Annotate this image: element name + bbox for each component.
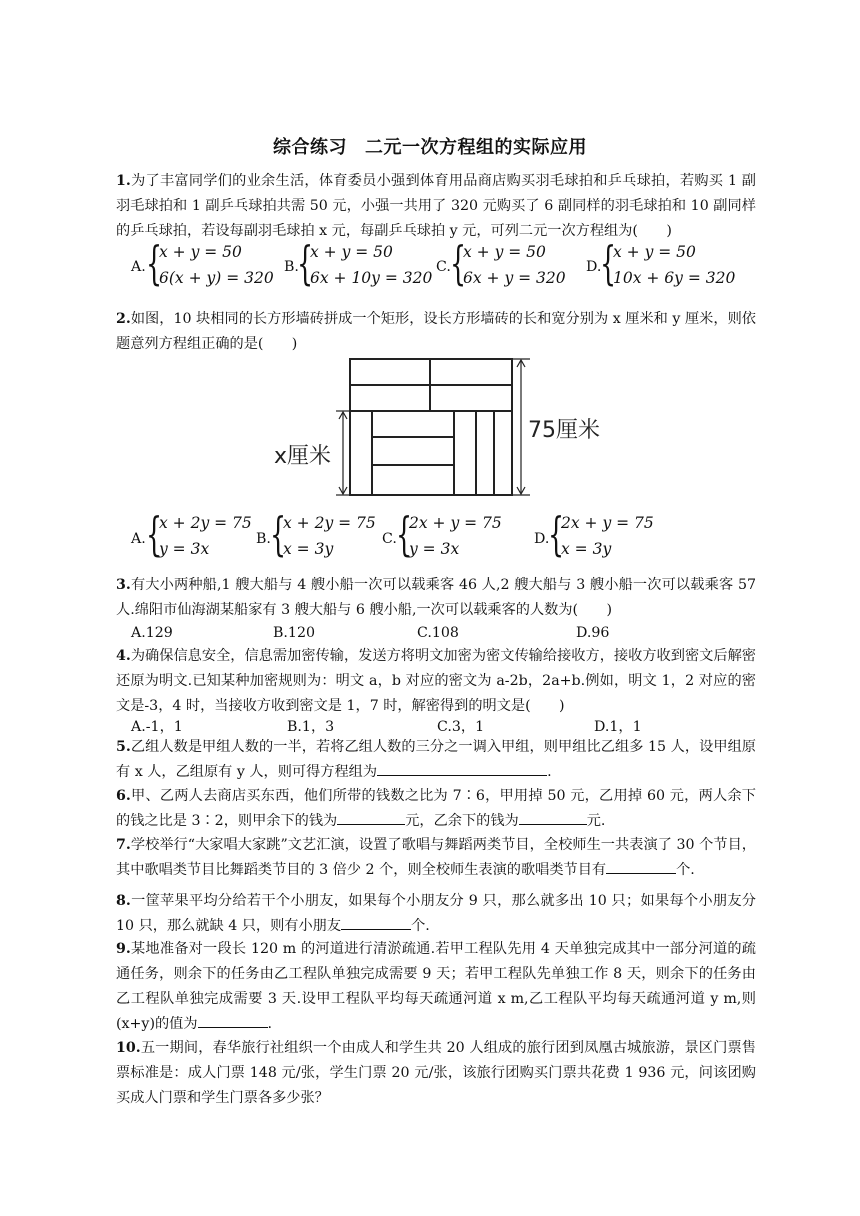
q5-answer-blank[interactable]: [377, 761, 547, 776]
q2-option-b-eq2: x = 3y: [283, 540, 334, 558]
q8-answer-blank[interactable]: [341, 915, 411, 930]
q1-option-d-system: { x + y = 50 10x + 6y = 320: [600, 236, 736, 290]
q2-option-a-label: A.: [131, 531, 146, 547]
q1-option-b-eq1: x + y = 50: [310, 243, 393, 261]
q4-option-a: A.-1，1: [131, 719, 183, 735]
question-6-number: 6.: [116, 788, 131, 804]
q6-answer-blank-1[interactable]: [337, 810, 405, 825]
question-7-text: 学校举行“大家唱大家跳”文艺汇演，设置了歌唱与舞蹈两类节目，全校师生一共表演了 30 个节目，其中歌唱类节目比舞蹈类节目的 3 倍少 2 个，则全校师生表演的歌唱类节目有: [116, 837, 756, 878]
q2-option-c-eq2: y = 3x: [409, 540, 460, 558]
question-8-text: 一筐苹果平均分给若干个小朋友，如果每个小朋友分 9 只，那么就多出 10 只；如果每个小朋友分 10 只，那么就缺 4 只，则有小朋友: [116, 893, 756, 934]
q2-option-d-eq2: x = 3y: [561, 540, 612, 558]
q2-option-c-system: { 2x + y = 75 y = 3x: [396, 507, 502, 561]
q1-option-d-eq1: x + y = 50: [613, 243, 696, 261]
question-9-text: 某地准备对一段长 120 m 的河道进行清淤疏通.若甲工程队先用 4 天单独完成其中一部分河道的疏通任务，则余下的任务由乙工程队单独完成需要 9 天；若甲工程队先单独工作 8 天，则余下的任务由乙工程队单独完成需要 3 天.设甲工程队平均每天疏通河道 x m,乙工程队平均每天疏通河道 y m,则(x+y)的值为: [116, 941, 756, 1032]
question-2: [116, 307, 756, 357]
q2-option-b-system: { x + 2y = 75 x = 3y: [270, 507, 376, 561]
question-5: [116, 735, 756, 785]
q9-answer-blank[interactable]: [198, 1013, 268, 1028]
title-part1: 综合练习: [273, 137, 347, 158]
q1-option-a-eq2: 6(x + y) = 320: [159, 269, 274, 287]
question-9-number: 9.: [116, 941, 131, 957]
q1-option-c-eq1: x + y = 50: [463, 243, 546, 261]
q1-option-c-label: C.: [436, 259, 451, 275]
figure-x-label: x厘米: [274, 444, 332, 469]
question-1-text: 为了丰富同学们的业余生活，体育委员小强到体育用品商店购买羽毛球拍和乒乓球拍，若购买 1 副羽毛球拍和 1 副乒乓球拍共需 50 元，小强一共用了 320 元购买了 6 副同样的羽毛球拍和 10 副同样的乒乓球拍，若设每副羽毛球拍 x 元，每副乒乓球拍 y 元，可列二元一次方程组为( ): [116, 173, 756, 239]
q1-option-a-label: A.: [131, 259, 146, 275]
q3-option-b: B.120: [273, 625, 316, 641]
brick-wall-figure: [270, 355, 610, 503]
q1-option-c-system: { x + y = 50 6x + y = 320: [450, 236, 566, 290]
q2-option-d-eq1: 2x + y = 75: [561, 514, 654, 532]
question-1-number: 1.: [116, 173, 131, 189]
question-4-number: 4.: [116, 648, 131, 664]
title-part2: 二元一次方程组的实际应用: [365, 137, 587, 158]
question-1: [116, 169, 756, 244]
q2-option-c-label: C.: [382, 531, 397, 547]
question-10-number: 10.: [116, 1040, 141, 1056]
q1-option-b-label: B.: [284, 259, 299, 275]
question-10-text: 五一期间，春华旅行社组织一个由成人和学生共 20 人组成的旅行团到凤凰古城旅游，景区门票售票标准是：成人门票 148 元/张，学生门票 20 元/张，该旅行团购买门票共花费 1 936 元，问该团购买成人门票和学生门票各多少张？: [116, 1040, 756, 1106]
question-3-number: 3.: [116, 577, 131, 593]
question-5-text: 乙组人数是甲组人数的一半，若将乙组人数的三分之一调入甲组，则甲组比乙组多 15 人，设甲组原有 x 人，乙组原有 y 人，则可得方程组为: [116, 739, 756, 780]
question-5-number: 5.: [116, 739, 131, 755]
q2-option-b-eq1: x + 2y = 75: [283, 514, 376, 532]
question-8-number: 8.: [116, 893, 131, 909]
q2-option-d-label: D.: [534, 531, 550, 547]
q3-option-a: A.129: [131, 625, 173, 641]
q6-answer-blank-2[interactable]: [519, 810, 587, 825]
q2-option-a-eq1: x + 2y = 75: [159, 514, 252, 532]
question-2-number: 2.: [116, 311, 131, 327]
q8-end: 个.: [411, 918, 430, 934]
q1-option-b-eq2: 6x + 10y = 320: [310, 269, 433, 287]
question-4-text: 为确保信息安全，信息需加密传输，发送方将明文加密为密文传输给接收方，接收方收到密文后解密还原为明文.已知某种加密规则为：明文 a，b 对应的密文为 a-2b，2a+b.例如，明文 1，2 对应的密文是-3，4 时，当接收方收到密文是 1，7 时，解密得到的明文是( ): [116, 648, 756, 714]
question-7: [116, 833, 756, 883]
q4-option-d: D.1，1: [594, 719, 642, 735]
q7-answer-blank[interactable]: [606, 859, 676, 874]
question-6: [116, 784, 756, 834]
question-3-text: 有大小两种船,1 艘大船与 4 艘小船一次可以载乘客 46 人,2 艘大船与 3 艘小船一次可以载乘客 57 人.绵阳市仙海湖某船家有 3 艘大船与 6 艘小船,一次可以载乘客的人数为( ): [116, 577, 756, 618]
question-8: [116, 889, 756, 939]
q6-end: 元.: [586, 813, 606, 829]
q1-option-b-system: { x + y = 50 6x + 10y = 320: [297, 236, 433, 290]
q2-option-a-system: { x + 2y = 75 y = 3x: [146, 507, 252, 561]
question-7-number: 7.: [116, 837, 131, 853]
q7-end: 个.: [676, 862, 695, 878]
q3-option-d: D.96: [576, 625, 610, 641]
q9-end: .: [267, 1016, 273, 1032]
q1-option-d-label: D.: [586, 259, 602, 275]
q2-option-d-system: { 2x + y = 75 x = 3y: [548, 507, 654, 561]
q1-option-d-eq2: 10x + 6y = 320: [613, 269, 736, 287]
q1-option-a-eq1: x + y = 50: [159, 243, 242, 261]
q2-option-c-eq1: 2x + y = 75: [409, 514, 502, 532]
question-9: [116, 937, 756, 1037]
question-6-text1: 甲、乙两人去商店买东西，他们所带的钱数之比为 7∶6，甲用掉 50 元，乙用掉 60 元，两人余下的钱之比是 3∶2，则甲余下的钱为: [116, 788, 756, 829]
q5-end: .: [547, 764, 552, 780]
question-3: [116, 573, 756, 623]
q3-option-c: C.108: [417, 625, 459, 641]
question-10: [116, 1036, 756, 1111]
q4-option-b: B.1，3: [287, 719, 335, 735]
q1-option-a-system: { x + y = 50 6(x + y) = 320: [146, 236, 274, 290]
q4-option-c: C.3，1: [437, 719, 485, 735]
question-2-text: 如图，10 块相同的长方形墙砖拼成一个矩形，设长方形墙砖的长和宽分别为 x 厘米和 y 厘米，则依题意列方程组正确的是( ): [116, 311, 756, 352]
q1-option-c-eq2: 6x + y = 320: [463, 269, 566, 287]
page-title: [0, 133, 860, 159]
q2-option-a-eq2: y = 3x: [159, 540, 210, 558]
question-6-text2: 元，乙余下的钱为: [405, 813, 519, 829]
q2-option-b-label: B.: [256, 531, 271, 547]
figure-height-label: 75厘米: [528, 418, 600, 443]
question-4: [116, 644, 756, 719]
